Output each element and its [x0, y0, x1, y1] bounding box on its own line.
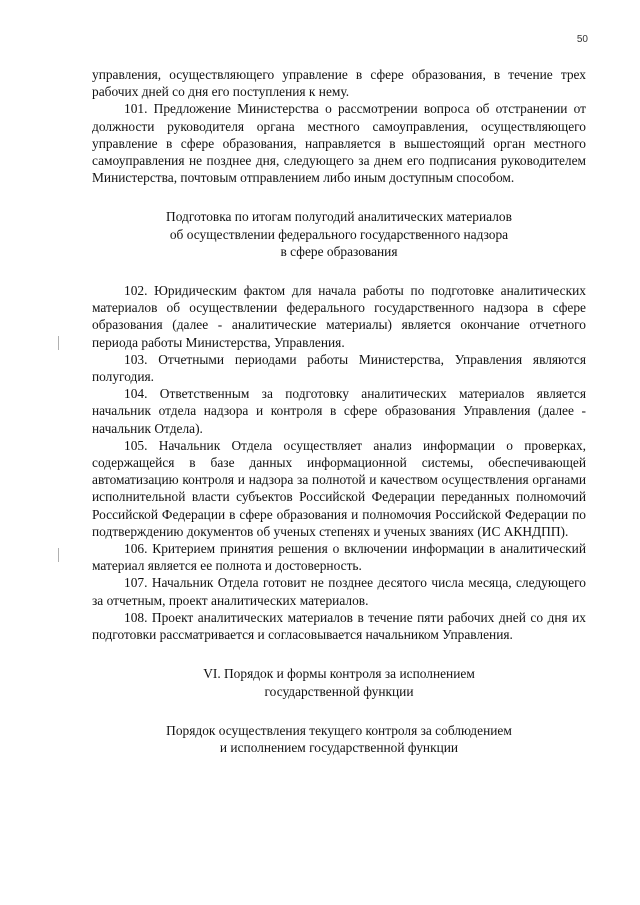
paragraph-108: 108. Проект аналитических материалов в течение пяти рабочих дней со дня их подготовки рассматривается и согласовывается начальником Управления. [92, 609, 586, 643]
heading-current-control [92, 722, 586, 756]
heading-section-vi [92, 665, 586, 699]
paragraph-102: 102. Юридическим фактом для начала работы по подготовке аналитических материалов об осуществлении федерального государственного надзора в сфере образования (далее - аналитические материалы) является окончание отчетного периода работы Министерства, Управления. [92, 283, 586, 350]
heading-analytics [92, 208, 586, 260]
heading-line: VI. Порядок и формы контроля за исполнением [203, 666, 475, 682]
heading-line: об осуществлении федерального государственного надзора [169, 226, 509, 242]
heading-line: и исполнением государственной функции [219, 739, 459, 755]
margin-mark [58, 336, 59, 350]
page-number: 50 [576, 34, 588, 45]
paragraph-105: 105. Начальник Отдела осуществляет анализ информации о проверках, содержащейся в базе данных информационной системы, обеспечивающей автоматизацию контроля и надзора за полнотой и качеством осуществления органами исполнительной власти субъектов Российской Федерации переданных полномочий Российской Федерации в сфере образования и полномочия Российской Федерации по подтверждению документов об ученых степенях и ученых званиях (ИС АКНДПП). [92, 437, 586, 539]
paragraph-101: 101. Предложение Министерства о рассмотрении вопроса об отстранении от должности руководителя органа местного самоуправления, осуществляющего управление в сфере образования, направляется в вышестоящий орган местного самоуправления не позднее дня, следующего за днем его подписания руководителем Министерства, почтовым отправлением либо иным доступным способом. [92, 101, 586, 186]
paragraph-continuation: управления, осуществляющего управление в сфере образования, в течение трех рабочих дней со дня его поступления к нему. [92, 67, 586, 100]
heading-line: Подготовка по итогам полугодий аналитических материалов [166, 209, 512, 225]
paragraph-104: 104. Ответственным за подготовку аналитических материалов является начальник отдела надзора и контроля в сфере образования Управления (далее - начальник Отдела). [92, 386, 586, 436]
document-body [92, 66, 586, 756]
paragraph-103: 103. Отчетными периодами работы Министерства, Управления являются полугодия. [92, 351, 586, 385]
heading-line: Порядок осуществления текущего контроля за соблюдением [166, 722, 512, 738]
paragraph-106: 106. Критерием принятия решения о включении информации в аналитический материал является ее полнота и достоверность. [92, 541, 586, 574]
paragraph-107: 107. Начальник Отдела готовит не позднее десятого числа месяца, следующего за отчетным, проект аналитических материалов. [92, 575, 586, 608]
heading-line: в сфере образования [280, 243, 398, 259]
heading-line: государственной функции [264, 683, 414, 699]
margin-mark [58, 548, 59, 562]
